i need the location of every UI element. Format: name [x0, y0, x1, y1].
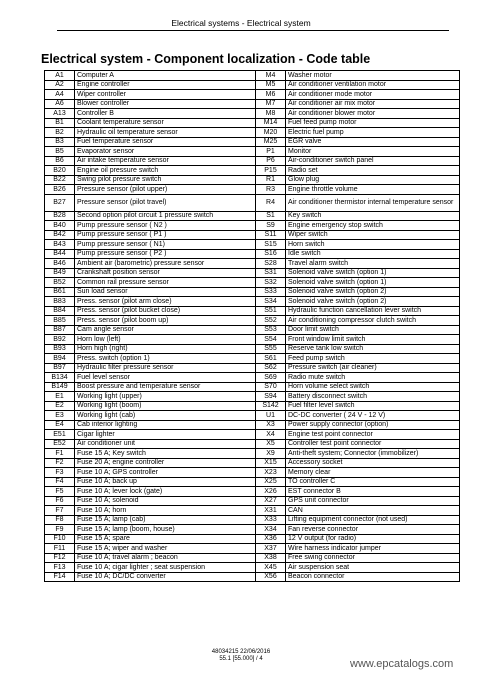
right-code-cell: X34 [256, 525, 286, 535]
left-description-cell: Pump pressure sensor ( N1) [75, 240, 256, 250]
left-code-cell: B3 [45, 137, 75, 147]
table-row [45, 411, 460, 421]
table-row [45, 335, 460, 345]
left-description-cell: Fuse 10 A; solenoid [75, 496, 256, 506]
right-code-cell: S52 [256, 316, 286, 326]
table-row [45, 249, 460, 259]
left-description-cell: Blower controller [75, 99, 256, 109]
table-row [45, 90, 460, 100]
left-description-cell: Sun load sensor [75, 287, 256, 297]
right-description-cell: Door limit switch [286, 325, 460, 335]
table-row [45, 401, 460, 411]
right-code-cell: M14 [256, 118, 286, 128]
page-title: Electrical system - Component localization - Code table [41, 52, 371, 66]
right-description-cell: Wiper switch [286, 230, 460, 240]
right-code-cell: S61 [256, 354, 286, 364]
right-description-cell: Air conditioner thermistor internal temperature sensor [286, 194, 460, 211]
left-description-cell: Press. switch (option 1) [75, 354, 256, 364]
left-description-cell: Pump pressure sensor ( P2 ) [75, 249, 256, 259]
left-description-cell: Air conditioner unit [75, 439, 256, 449]
left-description-cell: Working light (cab) [75, 411, 256, 421]
right-code-cell: M25 [256, 137, 286, 147]
right-code-cell: X25 [256, 477, 286, 487]
right-code-cell: S54 [256, 335, 286, 345]
table-row [45, 80, 460, 90]
left-code-cell: E1 [45, 392, 75, 402]
table-row [45, 278, 460, 288]
left-description-cell: Fuse 10 A; DC/DC converter [75, 572, 256, 582]
left-code-cell: F1 [45, 449, 75, 459]
table-row [45, 175, 460, 185]
table-row [45, 449, 460, 459]
table-row [45, 496, 460, 506]
left-code-cell: B85 [45, 316, 75, 326]
table-row [45, 185, 460, 195]
table-row [45, 156, 460, 166]
left-code-cell: B28 [45, 211, 75, 221]
left-description-cell: Horn low (left) [75, 335, 256, 345]
right-code-cell: S142 [256, 401, 286, 411]
right-code-cell: X5 [256, 439, 286, 449]
left-code-cell: B26 [45, 185, 75, 195]
left-code-cell: F3 [45, 468, 75, 478]
left-description-cell: Cigar lighter [75, 430, 256, 440]
right-description-cell: Solenoid valve switch (option 1) [286, 268, 460, 278]
right-description-cell: Front window limit switch [286, 335, 460, 345]
right-code-cell: R4 [256, 194, 286, 211]
right-code-cell: X33 [256, 515, 286, 525]
left-description-cell: Air intake temperature sensor [75, 156, 256, 166]
right-description-cell: Horn switch [286, 240, 460, 250]
left-code-cell: B27 [45, 194, 75, 211]
left-code-cell: F11 [45, 544, 75, 554]
right-code-cell: R3 [256, 185, 286, 195]
left-description-cell: Fuel level sensor [75, 373, 256, 383]
right-description-cell: CAN [286, 506, 460, 516]
table-row [45, 392, 460, 402]
left-description-cell: Wiper controller [75, 90, 256, 100]
right-code-cell: X15 [256, 458, 286, 468]
right-description-cell: Hydraulic function cancellation lever switch [286, 306, 460, 316]
table-row [45, 194, 460, 211]
left-code-cell: F12 [45, 553, 75, 563]
left-code-cell: B44 [45, 249, 75, 259]
right-description-cell: Engine throttle volume [286, 185, 460, 195]
left-code-cell: F9 [45, 525, 75, 535]
right-description-cell: Horn volume select switch [286, 382, 460, 392]
left-code-cell: B49 [45, 268, 75, 278]
left-description-cell: Fuse 10 A; cigar lighter ; seat suspension [75, 563, 256, 573]
left-code-cell: E4 [45, 420, 75, 430]
right-code-cell: S1 [256, 211, 286, 221]
right-description-cell: Lifting equipment connector (not used) [286, 515, 460, 525]
table-row [45, 287, 460, 297]
right-description-cell: Wire harness indicator jumper [286, 544, 460, 554]
right-code-cell: M6 [256, 90, 286, 100]
right-description-cell: Air conditioner mode motor [286, 90, 460, 100]
right-code-cell: U1 [256, 411, 286, 421]
left-description-cell: Coolant temperature sensor [75, 118, 256, 128]
right-description-cell: Free swing connector [286, 553, 460, 563]
right-code-cell: S31 [256, 268, 286, 278]
left-code-cell: B42 [45, 230, 75, 240]
right-description-cell: Engine emergency stop switch [286, 221, 460, 231]
left-code-cell: B87 [45, 325, 75, 335]
right-code-cell: X23 [256, 468, 286, 478]
right-description-cell: Air suspension seat [286, 563, 460, 573]
left-description-cell: Engine oil pressure switch [75, 166, 256, 176]
right-code-cell: M4 [256, 71, 286, 81]
table-row [45, 306, 460, 316]
table-row [45, 430, 460, 440]
header-divider [57, 30, 449, 31]
left-code-cell: F10 [45, 534, 75, 544]
table-row [45, 297, 460, 307]
left-description-cell: Fuel temperature sensor [75, 137, 256, 147]
right-code-cell: S55 [256, 344, 286, 354]
right-description-cell: Air conditioner ventilation motor [286, 80, 460, 90]
code-table [44, 70, 460, 582]
right-description-cell: Key switch [286, 211, 460, 221]
table-row [45, 230, 460, 240]
table-row [45, 477, 460, 487]
right-description-cell: Travel alarm switch [286, 259, 460, 269]
right-description-cell: Air conditioning compressor clutch switch [286, 316, 460, 326]
left-code-cell: B94 [45, 354, 75, 364]
code-table-body [45, 71, 460, 582]
right-description-cell: Air conditioner blower motor [286, 109, 460, 119]
left-description-cell: Fuse 15 A; lamp (cab) [75, 515, 256, 525]
table-row [45, 458, 460, 468]
running-header: Electrical systems - Electrical system [171, 18, 311, 28]
left-description-cell: Ambient air (barometric) pressure sensor [75, 259, 256, 269]
table-row [45, 525, 460, 535]
left-code-cell: B149 [45, 382, 75, 392]
left-description-cell: Pump pressure sensor ( P1 ) [75, 230, 256, 240]
left-code-cell: B84 [45, 306, 75, 316]
right-description-cell: EST connector B [286, 487, 460, 497]
table-row [45, 109, 460, 119]
right-description-cell: 12 V output (for radio) [286, 534, 460, 544]
left-description-cell: Fuse 10 A; travel alarm ; beacon [75, 553, 256, 563]
left-description-cell: Press. sensor (pilot boom up) [75, 316, 256, 326]
table-row [45, 354, 460, 364]
left-description-cell: Swing pilot pressure switch [75, 175, 256, 185]
left-code-cell: B2 [45, 128, 75, 138]
page-reference: 55.1 [55.000] / 4 [219, 656, 263, 662]
right-description-cell: Fuel filter level switch [286, 401, 460, 411]
left-description-cell: Fuse 15 A; wiper and washer [75, 544, 256, 554]
left-description-cell: Pump pressure sensor ( N2 ) [75, 221, 256, 231]
left-code-cell: F2 [45, 458, 75, 468]
left-description-cell: Press. sensor (pilot bucket close) [75, 306, 256, 316]
left-code-cell: E51 [45, 430, 75, 440]
left-description-cell: Fuse 20 A; engine controller [75, 458, 256, 468]
right-description-cell: Glow plug [286, 175, 460, 185]
right-description-cell: EGR valve [286, 137, 460, 147]
right-description-cell: Washer motor [286, 71, 460, 81]
table-row [45, 166, 460, 176]
table-row [45, 544, 460, 554]
right-code-cell: S51 [256, 306, 286, 316]
left-code-cell: E2 [45, 401, 75, 411]
left-code-cell: B46 [45, 259, 75, 269]
right-code-cell: X9 [256, 449, 286, 459]
right-code-cell: S9 [256, 221, 286, 231]
left-description-cell: Fuse 10 A; horn [75, 506, 256, 516]
right-code-cell: P6 [256, 156, 286, 166]
right-description-cell: Pressure switch (air cleaner) [286, 363, 460, 373]
left-code-cell: B5 [45, 147, 75, 157]
right-code-cell: X3 [256, 420, 286, 430]
left-description-cell: Fuse 10 A; back up [75, 477, 256, 487]
right-description-cell: Battery disconnect switch [286, 392, 460, 402]
right-description-cell: Controller test point connector [286, 439, 460, 449]
table-row [45, 221, 460, 231]
left-code-cell: B1 [45, 118, 75, 128]
left-code-cell: F13 [45, 563, 75, 573]
right-description-cell: Solenoid valve switch (option 2) [286, 297, 460, 307]
left-code-cell: F6 [45, 496, 75, 506]
left-description-cell: Pressure sensor (pilot upper) [75, 185, 256, 195]
right-description-cell: Idle switch [286, 249, 460, 259]
table-row [45, 316, 460, 326]
left-code-cell: B6 [45, 156, 75, 166]
table-row [45, 240, 460, 250]
document-reference: 48034215 22/06/2016 [211, 649, 271, 655]
left-code-cell: E3 [45, 411, 75, 421]
left-description-cell: Pressure sensor (pilot travel) [75, 194, 256, 211]
right-description-cell: Air-conditioner switch panel [286, 156, 460, 166]
table-row [45, 344, 460, 354]
table-row [45, 268, 460, 278]
right-code-cell: S69 [256, 373, 286, 383]
left-description-cell: Fuse 15 A; spare [75, 534, 256, 544]
left-description-cell: Second option pilot circuit 1 pressure switch [75, 211, 256, 221]
left-description-cell: Hydraulic oil temperature sensor [75, 128, 256, 138]
left-description-cell: Working light (upper) [75, 392, 256, 402]
table-row [45, 439, 460, 449]
right-description-cell: Engine test point connector [286, 430, 460, 440]
right-code-cell: X37 [256, 544, 286, 554]
left-code-cell: F7 [45, 506, 75, 516]
right-description-cell: Fuel feed pump motor [286, 118, 460, 128]
left-code-cell: B93 [45, 344, 75, 354]
table-row [45, 373, 460, 383]
table-row [45, 259, 460, 269]
table-row [45, 137, 460, 147]
table-row [45, 420, 460, 430]
right-code-cell: X36 [256, 534, 286, 544]
right-code-cell: S34 [256, 297, 286, 307]
table-row [45, 128, 460, 138]
table-row [45, 118, 460, 128]
right-code-cell: X31 [256, 506, 286, 516]
left-code-cell: B92 [45, 335, 75, 345]
right-code-cell: M20 [256, 128, 286, 138]
left-description-cell: Engine controller [75, 80, 256, 90]
left-code-cell: B40 [45, 221, 75, 231]
right-description-cell: Radio mute switch [286, 373, 460, 383]
left-description-cell: Press. sensor (pilot arm close) [75, 297, 256, 307]
left-code-cell: B97 [45, 363, 75, 373]
right-code-cell: X27 [256, 496, 286, 506]
table-row [45, 325, 460, 335]
table-row [45, 363, 460, 373]
right-code-cell: X56 [256, 572, 286, 582]
left-description-cell: Horn high (right) [75, 344, 256, 354]
right-code-cell: S16 [256, 249, 286, 259]
left-code-cell: B134 [45, 373, 75, 383]
right-code-cell: M8 [256, 109, 286, 119]
left-description-cell: Common rail pressure sensor [75, 278, 256, 288]
right-description-cell: Solenoid valve switch (option 2) [286, 287, 460, 297]
right-description-cell: Power supply connector (option) [286, 420, 460, 430]
right-code-cell: P15 [256, 166, 286, 176]
right-code-cell: P1 [256, 147, 286, 157]
left-description-cell: Working light (boom) [75, 401, 256, 411]
left-description-cell: Cab interior lighting [75, 420, 256, 430]
right-description-cell: Beacon connector [286, 572, 460, 582]
right-description-cell: Reserve tank low switch [286, 344, 460, 354]
right-description-cell: Air conditioner air mix motor [286, 99, 460, 109]
right-code-cell: S15 [256, 240, 286, 250]
table-row [45, 553, 460, 563]
left-code-cell: F5 [45, 487, 75, 497]
left-description-cell: Evaporator sensor [75, 147, 256, 157]
left-code-cell: F8 [45, 515, 75, 525]
right-description-cell: Memory clear [286, 468, 460, 478]
right-code-cell: M5 [256, 80, 286, 90]
right-code-cell: X45 [256, 563, 286, 573]
left-description-cell: Fuse 15 A; lamp (boom, house) [75, 525, 256, 535]
right-code-cell: S53 [256, 325, 286, 335]
table-row [45, 211, 460, 221]
right-description-cell: TO controller C [286, 477, 460, 487]
right-code-cell: S32 [256, 278, 286, 288]
right-description-cell: DC-DC converter ( 24 V - 12 V) [286, 411, 460, 421]
left-code-cell: A1 [45, 71, 75, 81]
right-description-cell: Solenoid valve switch (option 1) [286, 278, 460, 288]
table-row [45, 515, 460, 525]
watermark-link[interactable]: www.epcatalogs.com [350, 658, 454, 670]
table-row [45, 99, 460, 109]
table-row [45, 506, 460, 516]
left-code-cell: A2 [45, 80, 75, 90]
left-description-cell: Boost pressure and temperature sensor [75, 382, 256, 392]
left-description-cell: Hydraulic filter pressure sensor [75, 363, 256, 373]
right-code-cell: X4 [256, 430, 286, 440]
right-code-cell: R1 [256, 175, 286, 185]
right-code-cell: S94 [256, 392, 286, 402]
left-code-cell: A4 [45, 90, 75, 100]
right-code-cell: X38 [256, 553, 286, 563]
table-row [45, 147, 460, 157]
left-code-cell: B43 [45, 240, 75, 250]
right-code-cell: M7 [256, 99, 286, 109]
table-row [45, 572, 460, 582]
left-code-cell: B22 [45, 175, 75, 185]
table-row [45, 534, 460, 544]
table-row [45, 468, 460, 478]
right-description-cell: Feed pump switch [286, 354, 460, 364]
left-code-cell: B20 [45, 166, 75, 176]
right-description-cell: Radio set [286, 166, 460, 176]
right-code-cell: S33 [256, 287, 286, 297]
right-code-cell: X26 [256, 487, 286, 497]
left-code-cell: B83 [45, 297, 75, 307]
left-code-cell: F4 [45, 477, 75, 487]
left-code-cell: A13 [45, 109, 75, 119]
left-code-cell: B61 [45, 287, 75, 297]
right-code-cell: S70 [256, 382, 286, 392]
right-description-cell: Electric fuel pump [286, 128, 460, 138]
table-row [45, 487, 460, 497]
table-row [45, 382, 460, 392]
right-description-cell: Anti-theft system; Connector (immobilizer) [286, 449, 460, 459]
left-description-cell: Fuse 10 A; lever lock (gate) [75, 487, 256, 497]
left-code-cell: F14 [45, 572, 75, 582]
right-description-cell: Fan reverse connector [286, 525, 460, 535]
table-row [45, 563, 460, 573]
left-description-cell: Controller B [75, 109, 256, 119]
left-description-cell: Fuse 15 A; Key switch [75, 449, 256, 459]
left-description-cell: Cam angle sensor [75, 325, 256, 335]
right-description-cell: Accessory socket [286, 458, 460, 468]
left-code-cell: A6 [45, 99, 75, 109]
table-row [45, 71, 460, 81]
right-description-cell: Monitor [286, 147, 460, 157]
right-code-cell: S11 [256, 230, 286, 240]
left-description-cell: Computer A [75, 71, 256, 81]
right-code-cell: S28 [256, 259, 286, 269]
left-description-cell: Crankshaft position sensor [75, 268, 256, 278]
left-description-cell: Fuse 10 A; GPS controller [75, 468, 256, 478]
left-code-cell: B52 [45, 278, 75, 288]
right-code-cell: S62 [256, 363, 286, 373]
left-code-cell: E52 [45, 439, 75, 449]
right-description-cell: GPS unit connector [286, 496, 460, 506]
